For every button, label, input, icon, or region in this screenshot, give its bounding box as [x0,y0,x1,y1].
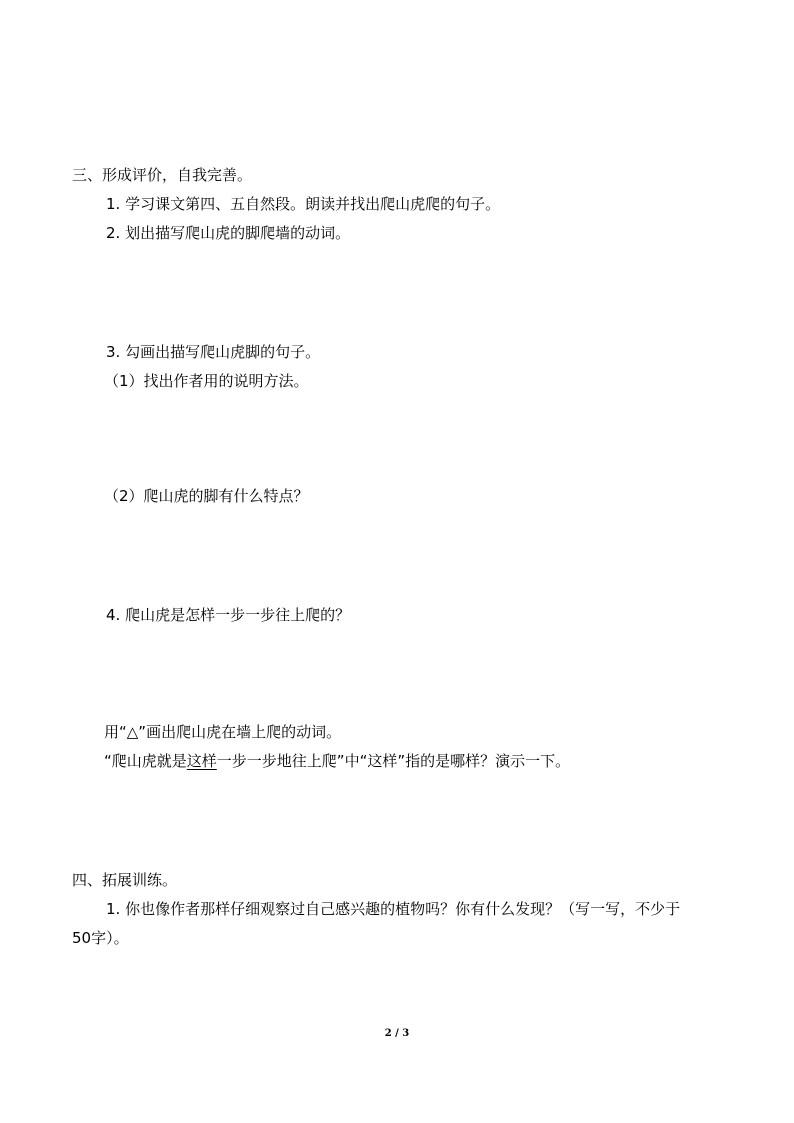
question-3-sub-1: （1）找出作者用的说明方法。 [104,372,309,390]
question-4: 4. 爬山虎是怎样一步一步往上爬的？ [106,606,351,624]
extension-question-1-continued: 50字）。 [72,929,129,947]
question-3: 3. 勾画出描写爬山虎脚的句子。 [106,343,321,361]
question-2: 2. 划出描写爬山虎的脚爬墙的动词。 [106,224,351,242]
question-4-task-1: 用“△”画出爬山虎在墙上爬的动词。 [104,723,342,741]
page-number: 2 / 3 [384,1028,410,1039]
question-1: 1. 学习课文第四、五自然段。朗读并找出爬山虎爬的句子。 [106,195,501,213]
extension-question-1: 1. 你也像作者那样仔细观察过自己感兴趣的植物吗？你有什么发现？（写一写，不少于 [106,900,681,918]
underlined-word: 这样 [186,752,217,770]
section-four-heading: 四、拓展训练。 [72,871,178,889]
question-4-task-2-post: 一步一步地往上爬”中“这样”指的是哪样？演示一下。 [216,752,571,770]
question-4-task-2 [104,751,570,771]
question-4-task-2-pre: “爬山虎就是 [104,752,187,770]
question-3-sub-2: （2）爬山虎的脚有什么特点？ [104,487,309,505]
section-three-heading: 三、形成评价，自我完善。 [72,166,253,184]
